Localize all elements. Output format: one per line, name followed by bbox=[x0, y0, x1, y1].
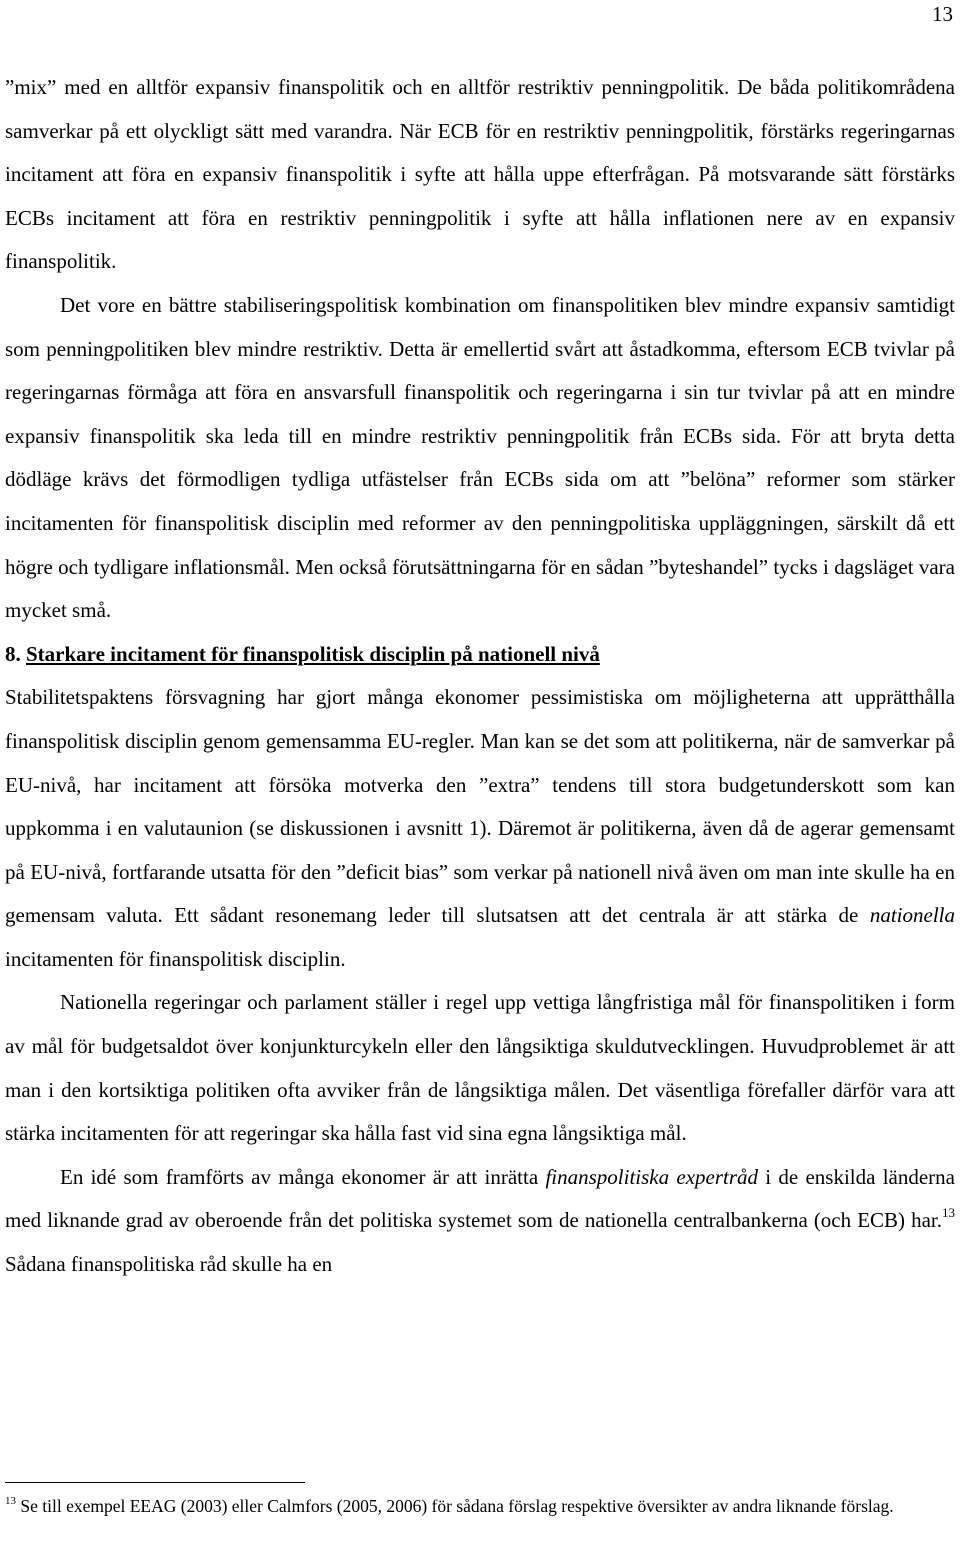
footnote-divider bbox=[5, 1482, 305, 1483]
section-paragraph-3-start: En idé som framförts av många ekonomer är att inrätta bbox=[60, 1164, 539, 1189]
section-number: 8. bbox=[5, 641, 21, 666]
section-title: Starkare incitament för finanspolitisk disciplin på nationell nivå bbox=[26, 641, 600, 666]
section-paragraph-3-end: Sådana finanspolitiska råd skulle ha en bbox=[5, 1252, 333, 1277]
footnote bbox=[5, 1494, 955, 1518]
section-paragraph-3 bbox=[5, 1156, 955, 1287]
section-paragraph-2: Nationella regeringar och parlament ställer i regel upp vettiga långfristiga mål för finanspolitiken i form av mål för budgetsaldot över konjunkturcykeln eller den långsiktiga skuldutvecklingen. Huvudproblemet är att man i den kortsiktiga politiken ofta avviker från de långsiktiga målen. Det väsentliga förefaller därför vara att stärka incitamenten för att regeringar ska hålla fast vid sina egna långsiktiga mål. bbox=[5, 990, 955, 1146]
page-number: 13 bbox=[932, 2, 953, 26]
footnote-text: Se till exempel EEAG (2003) eller Calmfors (2005, 2006) för sådana förslag respektive översikter av andra liknande förslag. bbox=[20, 1496, 894, 1516]
section-paragraph-3-mid: i de enskilda länderna med liknande grad av oberoende från det politiska systemet som de nationella centralbankerna (och ECB) har. bbox=[5, 1164, 955, 1233]
paragraph-1: ”mix” med en alltför expansiv finanspolitik och en alltför restriktiv penningpolitik. De båda politikområdena samverkar på ett olyckligt sätt med varandra. När ECB för en restriktiv penningpolitik, förstärks regeringarnas incitament att föra en expansiv finanspolitik i syfte att hålla uppe efterfrågan. På motsvarande sätt förstärks ECBs incitament att föra en restriktiv penningpolitik i syfte att hålla inflationen nere av en expansiv finanspolitik. bbox=[5, 75, 955, 274]
section-paragraph-1-text: Stabilitetspaktens försvagning har gjort många ekonomer pessimistiska om möjligheterna att upprätthålla finanspolitisk disciplin genom gemensamma EU-regler. Man kan se det som att politikerna, när de samverkar på EU-nivå, har incitament att försöka motverka den ”extra” tendens till stora budgetunderskott som kan uppkomma i en valutaunion (se diskussionen i avsnitt 1). Däremot är politikerna, även då de agerar gemensamt på EU-nivå, fortfarande utsatta för den ”deficit bias” som verkar på nationell nivå även om man inte skulle ha en gemensam valuta. Ett sådant resonemang leder till slutsatsen att det centrala är att stärka de bbox=[5, 685, 955, 928]
section-paragraph-1-end: incitamenten för finanspolitisk disciplin. bbox=[5, 946, 346, 971]
section-paragraph-1 bbox=[5, 676, 955, 981]
section-paragraph-1-italic: nationella bbox=[869, 903, 955, 928]
body-text bbox=[5, 66, 955, 1287]
paragraph-2: Det vore en bättre stabiliseringspolitisk kombination om finanspolitiken blev mindre expansiv samtidigt som penningpolitiken blev mindre restriktiv. Detta är emellertid svårt att åstadkomma, eftersom ECB tvivlar på regeringarnas förmåga att föra en ansvarsfull finanspolitik och regeringarna i sin tur tvivlar på att en mindre expansiv finanspolitik ska leda till en mindre restriktiv penningpolitik från ECBs sida. För att bryta detta dödläge krävs det förmodligen tydliga utfästelser från ECBs sida om att ”belöna” reformer som stärker incitamenten för finanspolitisk disciplin med reformer av den penningpolitiska uppläggningen, särskilt då ett högre och tydligare inflationsmål. Men också förutsättningarna för en sådan ”byteshandel” tycks i dagsläget vara mycket små. bbox=[5, 292, 955, 623]
footnote-number: 13 bbox=[5, 1495, 16, 1507]
section-paragraph-3-italic: finanspolitiska expertråd bbox=[545, 1164, 759, 1189]
footnote-reference[interactable]: 13 bbox=[942, 1205, 955, 1221]
section-heading bbox=[5, 633, 955, 677]
